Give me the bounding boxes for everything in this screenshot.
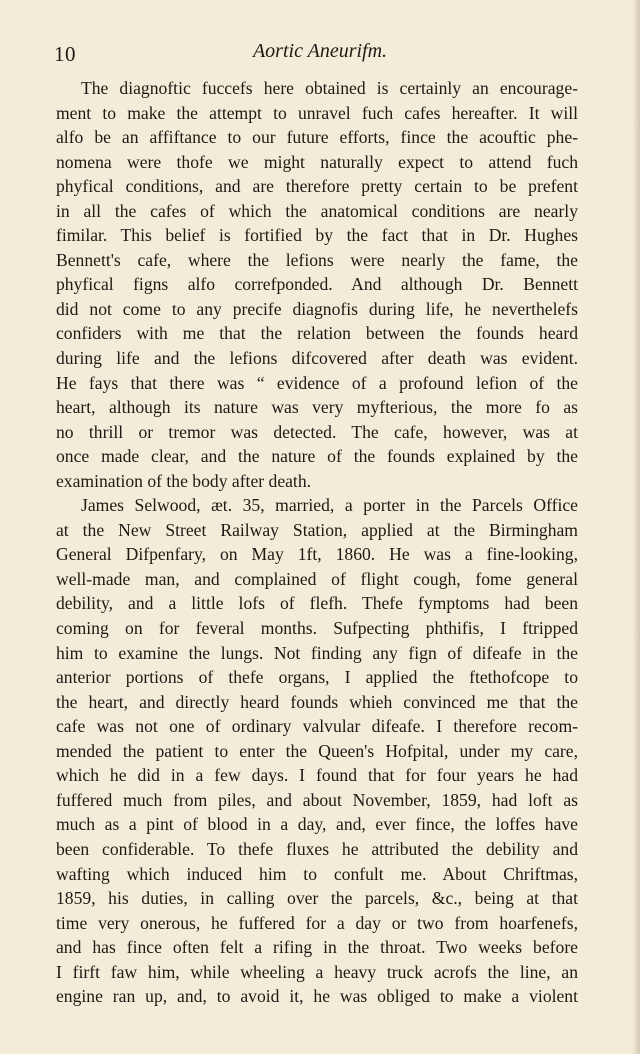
text-line: 1859, his duties, in calling over the parcels, &c., being at that [56,888,578,909]
text-line: nomena were thofe we might naturally expect to attend fuch [56,151,578,172]
text-line: the heart, and directly heard founds whieh convinced me that the [56,691,578,712]
text-line: alfo be an affiftance to our future efforts, fince the acouftic phe- [56,127,578,148]
text-line: once made clear, and the nature of the founds explained by the [56,446,578,467]
text-line: fuffered much from piles, and about November, 1859, had loft as [56,789,578,810]
body-text [56,76,578,1009]
text-line: He fays that there was “ evidence of a profound lefion of the [56,372,578,393]
text-line: been confiderable. To thefe fluxes he attributed the debility and [56,838,578,859]
text-line: I firft faw him, while wheeling a heavy truck acrofs the line, an [56,961,578,982]
text-line: mended the patient to enter the Queen's Hofpital, under my care, [56,740,578,761]
text-line: fimilar. This belief is fortified by the fact that in Dr. Hughes [56,225,578,246]
text-line: engine ran up, and, to avoid it, he was obliged to make a violent [56,986,578,1007]
text-line: anterior portions of thefe organs, I applied the ftethofcope to [56,667,578,688]
text-line: examination of the body after death. [56,470,312,491]
text-line: General Difpenfary, on May 1ft, 1860. He was a fine-looking, [56,544,578,565]
text-line: debility, and a little lofs of flefh. Thefe fymptoms had been [56,593,578,614]
text-line: James Selwood, æt. 35, married, a porter in the Parcels Office [81,495,578,516]
text-line: him to examine the lungs. Not finding any fign of difeafe in the [56,642,578,663]
text-line: which he did in a few days. I found that for four years he had [56,765,578,786]
text-line: in all the cafes of which the anatomical conditions are nearly [56,200,578,221]
page-number: 10 [54,42,76,66]
text-line: Bennett's cafe, where the lefions were nearly the fame, the [56,249,578,270]
text-line: time very onerous, he fuffered for a day or two from hoarfenefs, [56,912,578,933]
text-line: phyfical conditions, and are therefore pretty certain to be prefent [56,176,578,197]
text-line: cafe was not one of ordinary valvular difeafe. I therefore recom- [56,716,578,737]
page-edge-shadow [632,0,640,1054]
text-line: heart, although its nature was very myfterious, the more fo as [56,397,578,418]
text-line: at the New Street Railway Station, applied at the Birmingham [56,519,578,540]
text-line: confiders with me that the relation between the founds heard [56,323,578,344]
text-line: no thrill or tremor was detected. The cafe, however, was at [56,421,578,442]
page-header [0,38,640,68]
text-line: well-made man, and complained of flight cough, fome general [56,568,578,589]
text-line: and has fince often felt a rifing in the throat. Two weeks before [56,937,578,958]
text-line: during life and the lefions difcovered after death was evident. [56,348,578,369]
text-line: coming on for feveral months. Sufpecting phthifis, I ftripped [56,618,578,639]
text-line: did not come to any precife diagnofis during life, he neverthelefs [56,298,578,319]
text-line: The diagnoftic fuccefs here obtained is certainly an encourage- [81,78,578,98]
text-line: phyfical figns alfo correfponded. And although Dr. Bennett [56,274,578,295]
text-line: wafting which induced him to confult me. About Chriftmas, [56,863,578,884]
text-line: much as a pint of blood in a day, and, ever fince, the loffes have [56,814,578,835]
running-head: Aortic Aneurifm. [252,40,388,62]
text-line: ment to make the attempt to unravel fuch cafes hereafter. It will [56,102,578,123]
